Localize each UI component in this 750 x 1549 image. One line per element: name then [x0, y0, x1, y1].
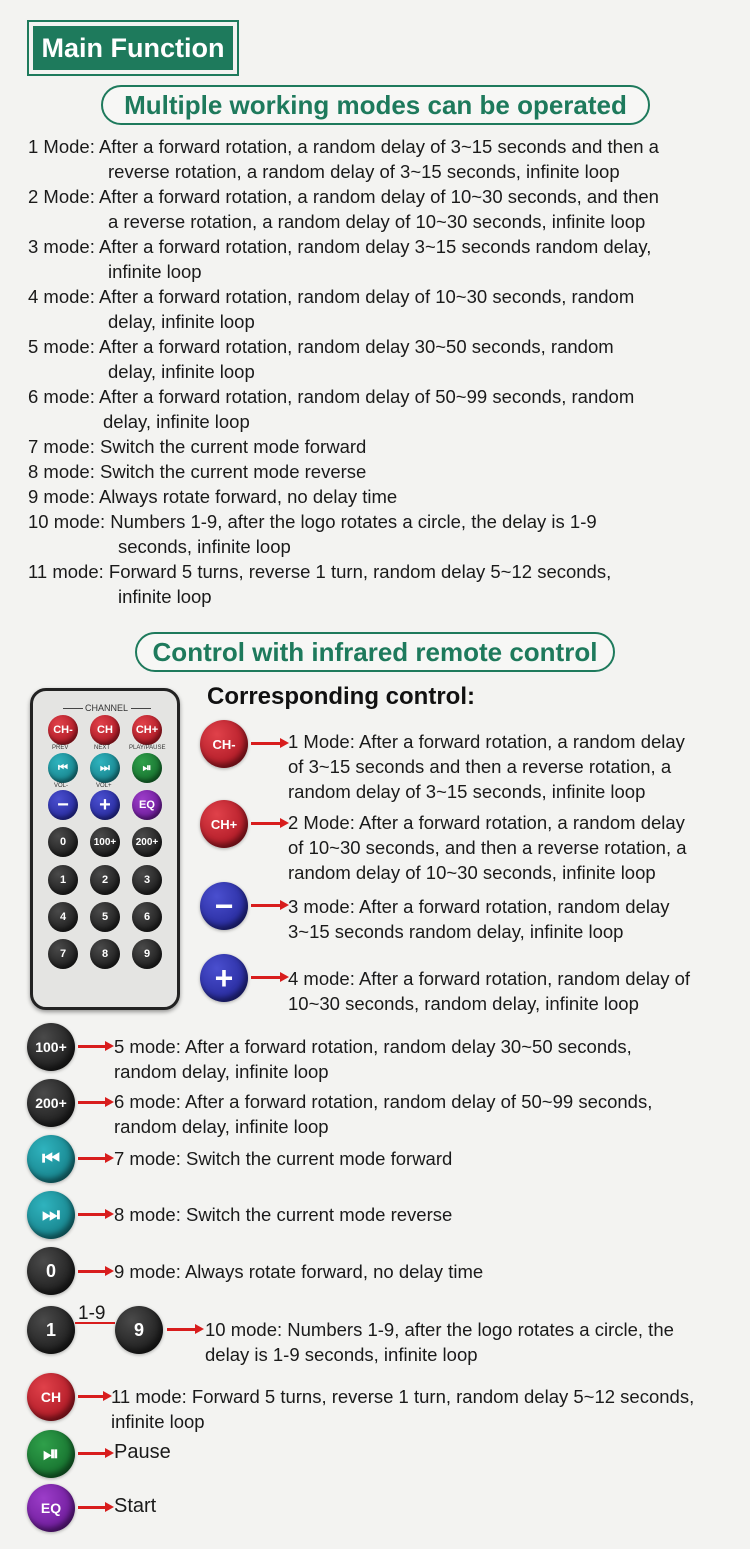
arrow-icon [78, 1101, 106, 1104]
prev-label: PREV [52, 745, 69, 751]
prev-icon: ⏮ [58, 761, 68, 774]
control-line: 2 Mode: After a forward rotation, a random delay [288, 812, 685, 833]
mode-line: Forward 5 turns, reverse 1 turn, random delay 5~12 seconds, [108, 561, 612, 582]
control-line: of 3~15 seconds and then a reverse rotation, a [288, 756, 672, 777]
mode-item-2 [28, 184, 743, 234]
range-label: 1-9 [78, 1303, 106, 1324]
control-line: random delay of 3~15 seconds, infinite loop [288, 781, 646, 802]
control-7-text: 7 mode: Switch the current mode forward [114, 1148, 453, 1169]
mode-line: Always rotate forward, no delay time [98, 486, 398, 507]
mode-line: a reverse rotation, a random delay of 10~30 seconds, infinite loop [108, 211, 646, 232]
control-2-text [288, 810, 687, 885]
vol-plus-button [200, 954, 248, 1002]
remote-btn-4[interactable]: 4 [48, 902, 78, 932]
mode-line: After a forward rotation, random delay of 50~99 seconds, random [98, 386, 635, 407]
control-line: 6 mode: After a forward rotation, random delay of 50~99 seconds, [114, 1091, 653, 1112]
mode-item-8 [28, 459, 743, 484]
mode-item-9 [28, 484, 743, 509]
mode-item-10 [28, 509, 743, 559]
mode-line: infinite loop [108, 261, 202, 282]
remote-heading: Control with infrared remote control [135, 632, 615, 672]
minus-icon: − [57, 793, 69, 816]
control-line: infinite loop [111, 1411, 205, 1432]
vol-minus-button [200, 882, 248, 930]
control-line: 4 mode: After a forward rotation, random delay of [288, 968, 691, 989]
remote-btn-vol-plus[interactable] [90, 790, 120, 820]
mode-line: Switch the current mode forward [100, 436, 367, 457]
control-line: 11 mode: Forward 5 turns, reverse 1 turn, random delay 5~12 seconds, [111, 1386, 695, 1407]
remote-control [30, 688, 180, 1010]
mode-line: After a forward rotation, random delay 3~15 seconds random delay, [98, 236, 652, 257]
control-6-text [114, 1089, 652, 1139]
mode-item-4 [28, 284, 743, 334]
arrow-icon [251, 976, 281, 979]
remote-btn-eq[interactable]: EQ [132, 790, 162, 820]
remote-btn-7[interactable]: 7 [48, 939, 78, 969]
control-1-text [288, 729, 685, 804]
mode-line: After a forward rotation, random delay 30~50 seconds, random [98, 336, 614, 357]
arrow-icon [78, 1213, 106, 1216]
arrow-icon [251, 822, 281, 825]
mode-item-11 [28, 559, 743, 609]
channel-bracket [63, 708, 83, 709]
remote-btn-next[interactable] [90, 753, 120, 783]
plus-icon: + [99, 793, 111, 816]
arrow-icon [78, 1045, 106, 1048]
modes-heading: Multiple working modes can be operated [101, 85, 650, 125]
control-3-text [288, 894, 670, 944]
control-11-text [111, 1384, 694, 1434]
start-label: Start [114, 1495, 157, 1517]
prev-button [27, 1135, 75, 1183]
arrow-icon [251, 742, 281, 745]
remote-btn-ch-minus[interactable]: CH- [48, 715, 78, 745]
play-pause-button [27, 1430, 75, 1478]
remote-btn-ch-plus[interactable]: CH+ [132, 715, 162, 745]
control-line: 1 Mode: After a forward rotation, a random delay [288, 731, 685, 752]
control-10-text [205, 1317, 674, 1367]
ch-button: CH [27, 1373, 75, 1421]
arrow-icon [78, 1395, 104, 1398]
eq-button: EQ [27, 1484, 75, 1532]
control-line: 3~15 seconds random delay, infinite loop [288, 921, 624, 942]
digit-9-button: 9 [115, 1306, 163, 1354]
remote-btn-8[interactable]: 8 [90, 939, 120, 969]
control-9-text: 9 mode: Always rotate forward, no delay time [114, 1261, 484, 1282]
corresponding-control-title: Corresponding control: [207, 683, 475, 710]
play-pause-icon: ⏯ [142, 761, 152, 774]
mode-prefix: 11 mode: [28, 561, 109, 582]
control-5-text [114, 1034, 632, 1084]
mode-line: delay, infinite loop [108, 311, 255, 332]
vol-minus-label: VOL- [54, 783, 69, 789]
mode-line: delay, infinite loop [108, 361, 255, 382]
channel-label: CHANNEL [85, 703, 129, 713]
mode-line: reverse rotation, a random delay of 3~15 seconds, infinite loop [108, 161, 620, 182]
arrow-icon [251, 904, 281, 907]
next-button [27, 1191, 75, 1239]
remote-btn-9[interactable]: 9 [132, 939, 162, 969]
remote-btn-6[interactable]: 6 [132, 902, 162, 932]
control-4-text [288, 966, 690, 1016]
mode-prefix: 4 mode: [28, 286, 99, 307]
mode-prefix: 7 mode: [28, 436, 100, 457]
control-line: 10 mode: Numbers 1-9, after the logo rotates a circle, the [205, 1319, 674, 1340]
minus-icon: − [214, 887, 234, 924]
prev-icon: ⏮ [42, 1147, 60, 1170]
mode-prefix: 5 mode: [28, 336, 99, 357]
next-label: NEXT [94, 745, 111, 751]
mode-prefix: 3 mode: [28, 236, 99, 257]
mode-line: Numbers 1-9, after the logo rotates a circle, the delay is 1-9 [110, 511, 597, 532]
control-line: of 10~30 seconds, and then a reverse rotation, a [288, 837, 687, 858]
remote-btn-0[interactable]: 0 [48, 827, 78, 857]
control-line: random delay, infinite loop [114, 1116, 329, 1137]
digit-1-button: 1 [27, 1306, 75, 1354]
mode-prefix: 2 Mode: [28, 186, 99, 207]
remote-btn-prev[interactable] [48, 753, 78, 783]
mode-item-7 [28, 434, 743, 459]
remote-btn-play-pause[interactable] [132, 753, 162, 783]
arrow-icon [78, 1452, 106, 1455]
main-function-label: Main Function [33, 26, 233, 70]
two-hundred-plus-button: 200+ [27, 1079, 75, 1127]
control-line: random delay, infinite loop [114, 1061, 329, 1082]
hundred-plus-button: 100+ [27, 1023, 75, 1071]
mode-list [28, 134, 743, 609]
play-pause-label: PLAY/PAUSE [129, 745, 166, 751]
mode-item-1 [28, 134, 743, 184]
arrow-icon [78, 1506, 106, 1509]
remote-btn-2[interactable]: 2 [90, 865, 120, 895]
mode-item-5 [28, 334, 743, 384]
remote-btn-3[interactable]: 3 [132, 865, 162, 895]
zero-button: 0 [27, 1247, 75, 1295]
control-line: 10~30 seconds, random delay, infinite loop [288, 993, 639, 1014]
mode-line: delay, infinite loop [103, 411, 250, 432]
ch-plus-button: CH+ [200, 800, 248, 848]
pause-label: Pause [114, 1441, 171, 1463]
mode-line: After a forward rotation, a random delay of 10~30 seconds, and then [98, 186, 659, 207]
remote-btn-vol-minus[interactable] [48, 790, 78, 820]
mode-line: seconds, infinite loop [118, 536, 291, 557]
plus-icon: + [214, 959, 234, 996]
mode-prefix: 8 mode: [28, 461, 100, 482]
mode-item-3 [28, 234, 743, 284]
ch-minus-button: CH- [200, 720, 248, 768]
control-line: 5 mode: After a forward rotation, random delay 30~50 seconds, [114, 1036, 632, 1057]
remote-btn-5[interactable]: 5 [90, 902, 120, 932]
arrow-icon [78, 1270, 106, 1273]
mode-prefix: 1 Mode: [28, 136, 99, 157]
play-pause-icon: ⏯ [43, 1442, 59, 1465]
mode-item-6 [28, 384, 743, 434]
mode-line: After a forward rotation, a random delay of 3~15 seconds and then a [98, 136, 659, 157]
arrow-icon [167, 1328, 196, 1331]
mode-prefix: 6 mode: [28, 386, 99, 407]
mode-line: infinite loop [118, 586, 212, 607]
control-line: delay is 1-9 seconds, infinite loop [205, 1344, 478, 1365]
main-function-title [27, 20, 239, 76]
arrow-icon [78, 1157, 106, 1160]
remote-btn-100[interactable]: 100+ [90, 827, 120, 857]
next-icon: ⏭ [42, 1203, 60, 1226]
remote-btn-ch[interactable]: CH [90, 715, 120, 745]
control-line: 3 mode: After a forward rotation, random delay [288, 896, 670, 917]
channel-bracket [131, 708, 151, 709]
control-line: random delay of 10~30 seconds, infinite loop [288, 862, 656, 883]
vol-plus-label: VOL+ [96, 783, 112, 789]
mode-line: Switch the current mode reverse [100, 461, 367, 482]
remote-btn-200[interactable]: 200+ [132, 827, 162, 857]
next-icon: ⏭ [100, 761, 110, 774]
remote-btn-1[interactable]: 1 [48, 865, 78, 895]
control-8-text: 8 mode: Switch the current mode reverse [114, 1204, 453, 1225]
mode-prefix: 10 mode: [28, 511, 111, 532]
mode-line: After a forward rotation, random delay of 10~30 seconds, random [98, 286, 635, 307]
mode-prefix: 9 mode: [28, 486, 99, 507]
